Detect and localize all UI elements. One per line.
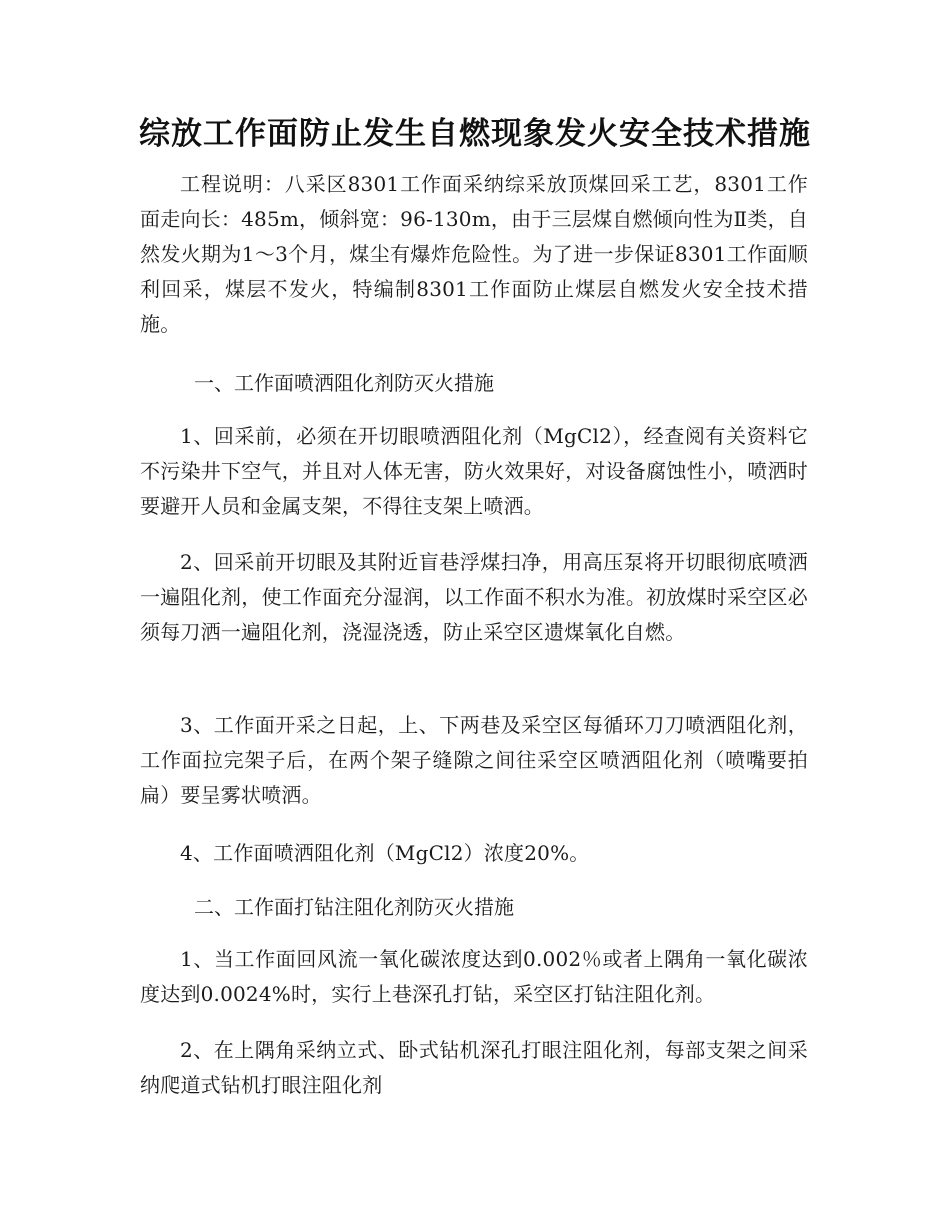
document-title: 综放工作面防止发生自燃现象发火安全技术措施 <box>139 116 811 152</box>
section-1-item-1: 1、回采前，必须在开切眼喷洒阻化剂（MgCl2），经查阅有关资料它不污染井下空气，并且对人体无害，防火效果好，对设备腐蚀性小，喷洒时要避开人员和金属支架，不得往支架上喷洒。 <box>140 424 808 518</box>
section-2-heading: 二、工作面打钻注阻化剂防灭火措施 <box>194 895 514 919</box>
section-2-item-1: 1、当工作面回风流一氧化碳浓度达到0.002％或者上隅角一氧化碳浓度达到0.0024%时，实行上巷深孔打钻，采空区打钻注阻化剂。 <box>140 947 808 1006</box>
section-2-item-2: 2、在上隅角采纳立式、卧式钻机深孔打眼注阻化剂，每部支架之间采纳爬道式钻机打眼注阻化剂 <box>140 1038 808 1097</box>
section-1-item-4: 4、工作面喷洒阻化剂（MgCl2）浓度20%。 <box>180 841 590 865</box>
section-1-item-3: 3、工作面开采之日起，上、下两巷及采空区每循环刀刀喷洒阻化剂，工作面拉完架子后，在两个架子缝隙之间往采空区喷洒阻化剂（喷嘴要拍扁）要呈雾状喷洒。 <box>140 713 808 807</box>
section-1-heading: 一、工作面喷洒阻化剂防灭火措施 <box>194 371 494 395</box>
intro-paragraph: 工程说明：八采区8301工作面采纳综采放顶煤回采工艺，8301工作面走向长：485m，倾斜宽：96-130m，由于三层煤自燃倾向性为Ⅱ类，自然发火期为1～3个月，煤尘有爆炸危险性。为了进一步保证8301工作面顺利回采，煤层不发火，特编制8301工作面防止煤层自燃发火安全技术措施。 <box>140 172 808 336</box>
section-1-item-2: 2、回采前开切眼及其附近盲巷浮煤扫净，用高压泵将开切眼彻底喷洒一遍阻化剂，使工作面充分湿润，以工作面不积水为准。初放煤时采空区必须每刀洒一遍阻化剂，浇湿浇透，防止采空区遗煤氧化自燃。 <box>140 550 808 644</box>
